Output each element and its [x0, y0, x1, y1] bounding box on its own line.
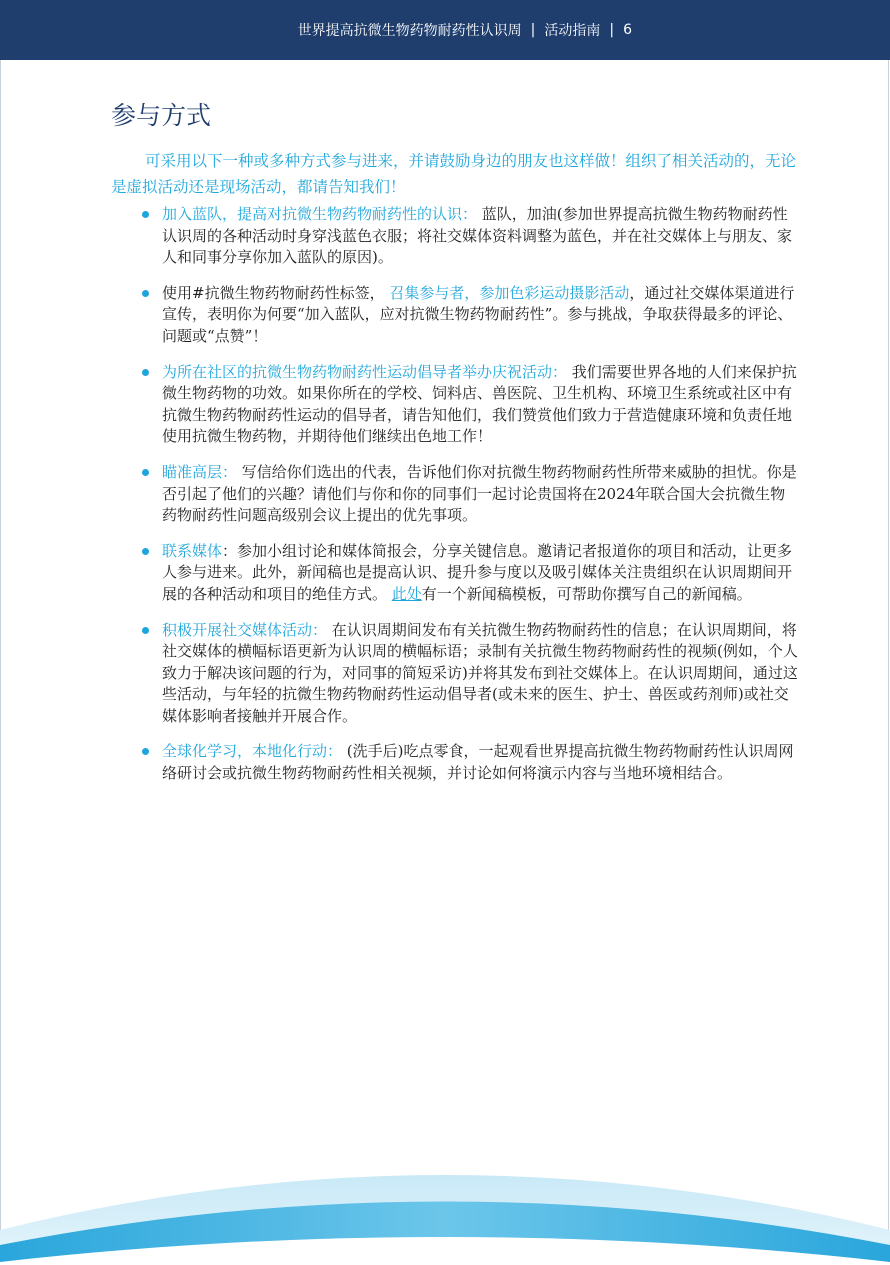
- bullet-icon: [142, 548, 149, 555]
- header-title: 世界提高抗微生物药物耐药性认识周: [297, 23, 522, 39]
- list-item: [140, 741, 800, 784]
- item-body: 参加小组讨论和媒体简报会，分享关键信息。邀请记者报道你的项目和活动，让更多人参与进来。此外，新闻稿也是提高认识、提升参与度以及吸引媒体关注贵组织在认识周期间开展的各种活动和项目的绝佳方式。: [162, 541, 793, 603]
- bullet-icon: [142, 369, 149, 376]
- item-lead: 积极开展社交媒体活动：: [162, 620, 328, 639]
- item-lead: 全球化学习，本地化行动：: [162, 742, 343, 761]
- item-lead: 联系媒体: [162, 541, 223, 560]
- item-pre: 使用#抗微生物药物耐药性标签，: [162, 283, 390, 302]
- list-item: [140, 462, 800, 527]
- page-title: 参与方式: [111, 101, 212, 130]
- item-body: 写信给你们选出的代表，告诉他们你对抗微生物药物耐药性所带来威胁的担忧。你是否引起了他们的兴趣？请他们与你和你的同事们一起讨论贵国将在2024年联合国大会抗微生物药物耐药性问题高级别会议上提出的优先事项。: [162, 462, 797, 525]
- list-item: [140, 541, 800, 606]
- list-item: [140, 204, 800, 269]
- item-body: ，通过社交媒体渠道进行宣传，表明你为何要“加入蓝队，应对抗微生物药物耐药性”。参与挑战，争取获得最多的评论、问题或“点赞”！: [162, 283, 795, 345]
- intro-paragraph: 可采用以下一种或多种方式参与进来，并请鼓励身边的朋友也这样做！组织了相关活动的，无论是虚拟活动还是现场活动，都请告知我们！: [111, 152, 797, 196]
- item-lead: 加入蓝队，提高对抗微生物药物耐药性的认识：: [162, 205, 478, 223]
- item-tail: 有一个新闻稿模板，可帮助你撰写自己的新闻稿。: [421, 584, 752, 603]
- bullet-icon: [142, 290, 149, 297]
- bullet-icon: [142, 627, 149, 634]
- item-lead: 为所在社区的抗微生物药物耐药性运动倡导者举办庆祝活动：: [162, 362, 568, 381]
- bullet-icon: [142, 211, 149, 218]
- list-item: [140, 283, 800, 348]
- list-item: [140, 362, 800, 448]
- item-highlight: 召集参与者，参加色彩运动摄影活动: [389, 283, 630, 302]
- item-body: (洗手后)吃点零食，一起观看世界提高抗微生物药物耐药性认识周网络研讨会或抗微生物药物耐药性相关视频，并讨论如何将演示内容与当地环境相结合。: [162, 742, 794, 783]
- bullet-icon: [142, 748, 149, 755]
- participation-list: [140, 204, 800, 785]
- item-lead-colon: ：: [222, 541, 238, 560]
- item-body: 蓝队，加油(参加世界提高抗微生物药物耐药性认识周的各种活动时身穿浅蓝色衣服；将社交媒体资料调整为蓝色，并在社交媒体上与朋友、家人和同事分享你加入蓝队的原因)。: [162, 205, 793, 267]
- item-lead: 瞄准高层：: [162, 462, 238, 481]
- item-body: 我们需要世界各地的人们来保护抗微生物药物的功效。如果你所在的学校、饲料店、兽医院、卫生机构、环境卫生系统或社区中有抗微生物药物耐药性运动的倡导者，请告知他们，我们赞赏他们致力于营造健康环境和负责任地使用抗微生物药物，并期待他们继续出色地工作！: [162, 362, 797, 446]
- press-release-template-link[interactable]: 此处: [391, 584, 422, 603]
- header-bar: [0, 0, 890, 60]
- header-separator: |: [530, 22, 536, 38]
- list-item: [140, 620, 800, 728]
- bullet-icon: [142, 469, 149, 476]
- footer-wave: [0, 1150, 890, 1265]
- page-number: 6: [623, 22, 632, 38]
- item-body: 在认识周期间发布有关抗微生物药物耐药性的信息；在认识周期间，将社交媒体的横幅标语更新为认识周的横幅标语；录制有关抗微生物药物耐药性的视频(例如，个人致力于解决该问题的行为，对同事的简短采访)并将其发布到社交媒体上。在认识周期间，通过这些活动，与年轻的抗微生物药物耐药性运动倡导者(或未来的医生、护士、兽医或药剂师)或社交媒体影响者接触并开展合作。: [162, 620, 798, 725]
- header-section: 活动指南: [544, 23, 601, 39]
- header-separator-2: |: [609, 22, 615, 38]
